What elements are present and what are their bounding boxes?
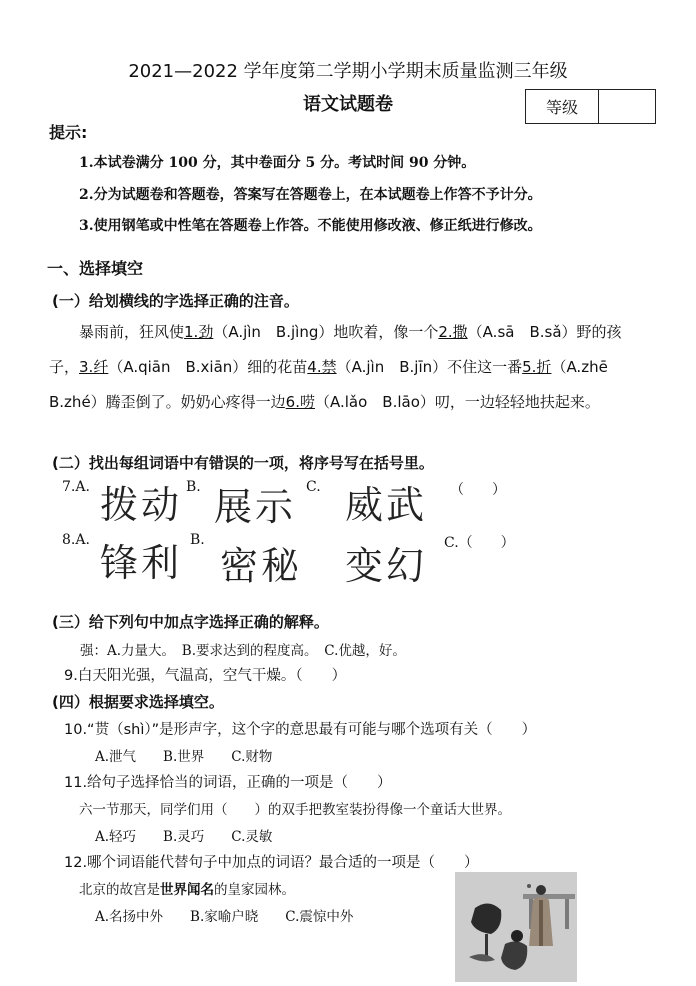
hint-rule-1: 1.本试卷满分 100 分，其中卷面分 5 分。考试时间 90 分钟。 [79, 155, 476, 171]
q12-options: A.名扬中外 B.家喻户晓 C.震惊中外 [95, 909, 354, 925]
part1-passage: 暴雨前，狂风使1.劲（A.jìn B.jìng）地吹着，像一个2.撒（A.sā B.sǎ）野的孩子，3.纤（A.qiān B.xiān）细的花苗4.禁（A.jìn B.jīn）不住这一番5.折（A.zhē B.zhé）腾歪倒了。奶奶心疼得一边6.唠（A.lǎo B.lāo）叨，一边轻轻地扶起来。 [49, 323, 623, 411]
q7-option-c: 威武 [345, 483, 428, 527]
grade-value [599, 90, 655, 123]
blank-3: 3.纤 [79, 358, 109, 376]
hint-rule-2: 2.分为试题卷和答题卷，答案写在答题卷上，在本试题卷上作答不予计分。 [79, 187, 542, 203]
q8-b-label: B. [190, 532, 205, 548]
scholar-illustration-icon [455, 872, 577, 982]
blank-5: 5.折 [522, 358, 552, 376]
q7-answer-blank: （ ） [450, 482, 506, 498]
question-12: 12.哪个词语能代替句子中加点的词语？最合适的一项是（ ） [64, 855, 479, 871]
part3-options: 强：A.力量大。 B.要求达到的程度高。 C.优越，好。 [80, 643, 406, 659]
question-10: 10.“贳（shì）”是形声字，这个字的意思最有可能与哪个选项有关（ ） [64, 722, 537, 738]
q7-b-label: B. [186, 479, 201, 495]
q8-option-c: 变幻 [345, 544, 428, 588]
part4-title: (四）根据要求选择填空。 [52, 693, 224, 711]
part3-title: (三）给下列句中加点字选择正确的解释。 [52, 613, 329, 631]
grade-label: 等级 [526, 90, 599, 123]
q11-options: A.轻巧 B.灵巧 C.灵敏 [95, 829, 273, 845]
q11-sentence: 六一节那天，同学们用（ ）的双手把教室装扮得像一个童话大世界。 [79, 802, 511, 818]
blank-2: 2.撒 [438, 323, 468, 341]
illustration [455, 872, 577, 982]
question-9: 9.白天阳光强，气温高，空气干燥。（ ） [64, 668, 347, 684]
part1-title: (一）给划横线的字选择正确的注音。 [52, 292, 299, 310]
q10-options: A.泄气 B.世界 C.财物 [95, 749, 273, 765]
q12-sentence: 北京的故宫是世界闻名的皇家园林。 [79, 882, 295, 898]
part2-title: (二）找出每组词语中有错误的一项，将序号写在括号里。 [52, 454, 434, 472]
exam-title: 2021—2022 学年度第二学期小学期末质量监测三年级 [128, 61, 568, 82]
q8-c-label: C.（ ） [444, 535, 515, 551]
question-11: 11.给句子选择恰当的词语，正确的一项是（ ） [64, 775, 392, 791]
q7-option-a: 拨动 [100, 483, 183, 527]
grade-box [525, 89, 656, 124]
q12-dotted-word: 世界闻名 [160, 882, 214, 898]
q8-option-b: 密秘 [220, 544, 303, 588]
q7-c-label: C. [306, 479, 321, 495]
q8-number: 8.A. [62, 532, 90, 548]
q7-number: 7.A. [62, 479, 90, 495]
hints-title: 提示: [49, 123, 88, 142]
blank-6: 6.唠 [285, 393, 315, 411]
blank-4: 4.禁 [307, 358, 337, 376]
section-title: 一、选择填空 [47, 259, 144, 278]
exam-subtitle: 语文试题卷 [303, 94, 393, 115]
blank-1: 1.劲 [184, 323, 214, 341]
hint-rule-3: 3.使用钢笔或中性笔在答题卷上作答。不能使用修改液、修正纸进行修改。 [79, 218, 542, 234]
q7-option-b: 展示 [214, 485, 297, 529]
q8-option-a: 锋利 [100, 541, 183, 585]
